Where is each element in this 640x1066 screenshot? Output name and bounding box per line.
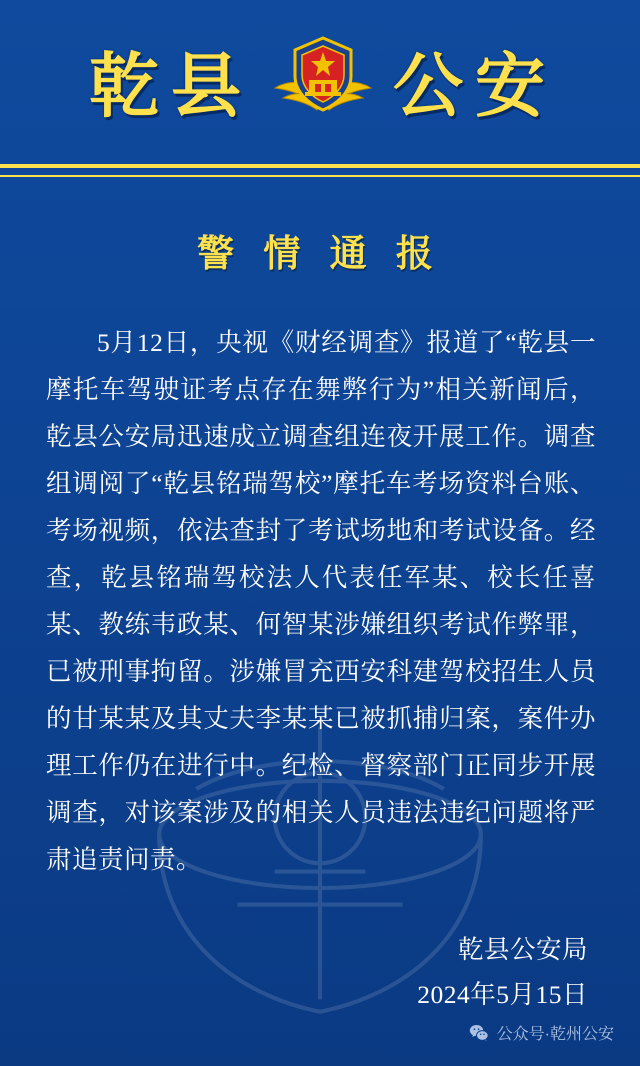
page-title: 警 情 通 报 (197, 234, 443, 275)
footer-label: 公众号·乾州公安 (496, 1026, 614, 1043)
divider-thick (0, 164, 640, 168)
signature-organization: 乾县公安局 (457, 935, 588, 964)
header-title-right: 公安 (393, 48, 557, 126)
divider-thin (0, 175, 640, 177)
header-title-left: 乾县 (89, 48, 253, 126)
signature-block (0, 927, 588, 1017)
footer-credit (469, 1021, 614, 1044)
wechat-icon (469, 1023, 489, 1043)
police-emblem-icon (271, 28, 375, 132)
poster-header (0, 0, 640, 160)
notice-body-text: 5月12日，央视《财经调查》报道了“乾县一摩托车驾驶证考点存在舞弊行为”相关新闻后，乾县公安局迅速成立调查组连夜开展工作。调查组调阅了“乾县铭瑞驾校”摩托车考场资料台账、考场视频，依法查封了考试场地和考试设备。经查，乾县铭瑞驾校法人代表任军某、校长任喜某、教练韦政某、何智某涉嫌组织考试作弊罪，已被刑事拘留。涉嫌冒充西安科建驾校招生人员的甘某某及其丈夫李某某已被抓捕归案，案件办理工作仍在进行中。纪检、督察部门正同步开展调查，对该案涉及的相关人员违法违纪问题将严肃追责问责。 (46, 328, 596, 874)
signature-date: 2024年5月15日 (417, 980, 588, 1009)
header-divider (0, 164, 640, 177)
